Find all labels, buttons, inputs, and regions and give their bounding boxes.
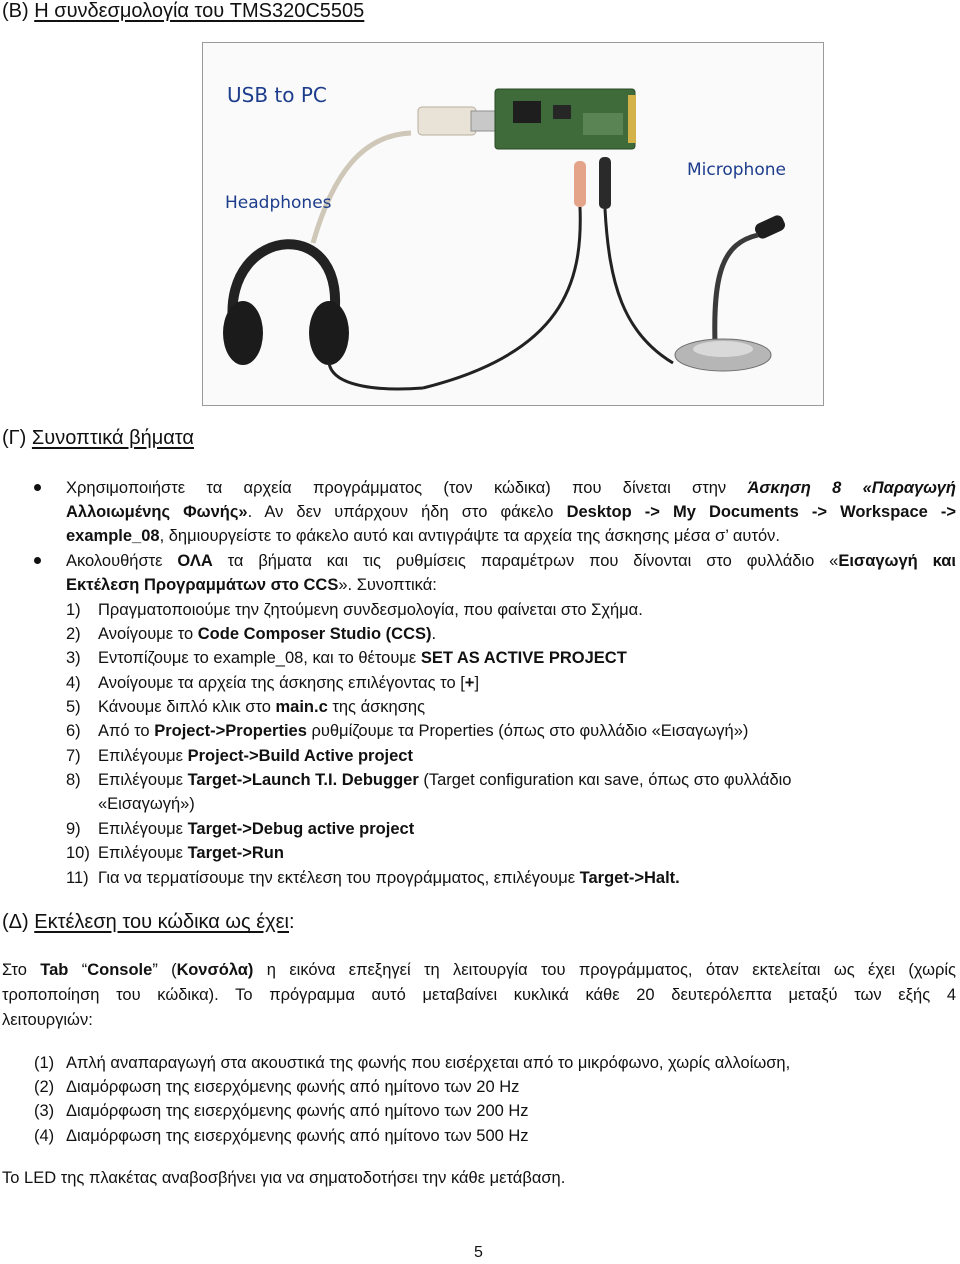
text-run: Project->Build Active project	[187, 747, 413, 765]
text-run: Εκτέλεση Προγραμμάτων στο CCS	[66, 576, 339, 594]
mode-number: (1)	[34, 1054, 55, 1072]
section-b-heading	[2, 0, 364, 23]
bullet-1-line-3	[66, 524, 956, 549]
headphones-label: Headphones	[225, 193, 332, 213]
text-run: Target->Run	[187, 844, 284, 862]
step-number: 9)	[66, 820, 81, 838]
section-c-heading	[2, 427, 194, 450]
step-number: 8)	[66, 771, 81, 789]
bullet-dot	[34, 484, 41, 491]
text-run: , δημιουργείστε το φάκελο αυτό και αντιγράψτε τα αρχεία της άσκησης μέσα σ’ αυτόν.	[159, 527, 780, 545]
usb-connector	[471, 111, 497, 131]
step-1	[66, 598, 643, 623]
step-8	[66, 768, 791, 793]
microphone-jack	[599, 157, 611, 209]
text-run: Target->Launch T.I. Debugger	[187, 771, 419, 789]
usb-plug	[418, 107, 476, 135]
mode-3	[34, 1099, 529, 1124]
step-4	[66, 671, 479, 696]
bullet-2-line-2	[66, 573, 956, 598]
mode-1	[34, 1051, 790, 1076]
text-run: Άσκηση 8 «Παραγωγή	[747, 479, 956, 497]
console-para-line-1	[2, 958, 956, 983]
text-run: Ακολουθήστε	[66, 552, 178, 570]
text-run: “	[68, 961, 88, 979]
bullet-1-line-1	[66, 476, 956, 501]
text-run: Από το	[98, 722, 155, 740]
section-d-suffix: :	[289, 911, 295, 933]
text-run: Διαμόρφωση της εισερχόμενης φωνής από ημίτονο των 200 Hz	[66, 1102, 529, 1120]
page-number: 5	[474, 1244, 483, 1261]
step-3	[66, 646, 627, 671]
step-5	[66, 695, 425, 720]
text-run: ]	[474, 674, 480, 692]
step-number: 2)	[66, 625, 81, 643]
section-b-prefix: (Β)	[2, 0, 35, 22]
text-run: . Αν δεν υπάρχουν ήδη στο φάκελο	[247, 503, 567, 521]
step-number: 1)	[66, 601, 81, 619]
section-c-prefix: (Γ)	[2, 427, 32, 449]
headphone-cable	[423, 207, 580, 388]
text-run: Στο	[2, 961, 41, 979]
led-note: Το LED της πλακέτας αναβοσβήνει για να σηματοδοτήσει την κάθε μετάβαση.	[2, 1169, 566, 1187]
text-run: Κονσόλα)	[176, 961, 254, 979]
mode-number: (3)	[34, 1102, 55, 1120]
text-run: Κάνουμε διπλό κλικ στο	[98, 698, 276, 716]
text-run: Ανοίγουμε το	[98, 625, 198, 643]
mode-number: (2)	[34, 1078, 55, 1096]
section-d-prefix: (Δ)	[2, 911, 35, 933]
text-run: Αλλοιωμένης Φωνής»	[66, 503, 248, 521]
step-2	[66, 622, 436, 647]
board-chip-small	[553, 105, 571, 119]
step-7	[66, 744, 413, 769]
section-c-title: Συνοπτικά βήματα	[31, 427, 194, 449]
console-para-line-3: λειτουργιών:	[2, 1011, 93, 1029]
step-11	[66, 866, 680, 891]
bullet-2-line-1	[66, 549, 956, 574]
text-run: Target->Debug active project	[187, 820, 415, 838]
microphone	[675, 213, 787, 371]
step-number: 3)	[66, 649, 81, 667]
text-run: (Target configuration και save, όπως στο φυλλάδιο	[418, 771, 792, 789]
text-run: example_08	[66, 527, 160, 545]
text-run: Επιλέγουμε	[98, 771, 188, 789]
text-run: ρυθμίζουμε τα Properties (όπως στο φυλλάδιο «Εισαγωγή»)	[306, 722, 749, 740]
text-run: Εισαγωγή και	[838, 552, 956, 570]
mode-number: (4)	[34, 1127, 55, 1145]
text-run: Απλή αναπαραγωγή στα ακουστικά της φωνής που εισέρχεται από το μικρόφωνο, χωρίς αλλοίωση,	[66, 1054, 791, 1072]
connection-figure	[202, 42, 824, 406]
text-run: Ανοίγουμε τα αρχεία της άσκησης επιλέγοντας το [	[98, 674, 465, 692]
section-d-title: Εκτέλεση του κώδικα ως έχει	[34, 911, 289, 933]
text-run: Διαμόρφωση της εισερχόμενης φωνής από ημίτονο των 500 Hz	[66, 1127, 529, 1145]
text-run: .	[431, 625, 437, 643]
usb-cable	[313, 133, 411, 243]
headphones	[223, 244, 423, 389]
text-run: Tab	[40, 961, 69, 979]
text-run: Πραγματοποιούμε την ζητούμενη συνδεσμολογία, που φαίνεται στο Σχήμα.	[98, 601, 643, 619]
bullet-dot	[34, 557, 41, 564]
step-number: 5)	[66, 698, 81, 716]
text-run: Code Composer Studio (CCS)	[197, 625, 432, 643]
step-number: 11)	[66, 869, 89, 887]
text-run: Επιλέγουμε	[98, 820, 188, 838]
step-number: 7)	[66, 747, 81, 765]
text-run: Target->Halt.	[579, 869, 680, 887]
board-edge-connector	[628, 95, 636, 143]
step-number: 6)	[66, 722, 81, 740]
step-9	[66, 817, 414, 842]
text-run: Για να τερματίσουμε την εκτέλεση του προγράμματος, επιλέγουμε	[98, 869, 580, 887]
text-run: Desktop -> My Documents -> Workspace ->	[566, 503, 957, 521]
text-run: Εντοπίζουμε το example_08, και το θέτουμε	[98, 649, 421, 667]
step-number: 4)	[66, 674, 81, 692]
text-run: «Εισαγωγή»)	[98, 795, 195, 813]
mode-4	[34, 1124, 529, 1149]
step-6	[66, 719, 748, 744]
headphone-jack	[574, 161, 586, 207]
bullet-1-line-2	[66, 500, 956, 525]
usb-label: USB to PC	[227, 83, 327, 107]
console-para-line-2: τροποποίηση του κώδικα). Το πρόγραμμα αυτό μεταβαίνει κυκλικά κάθε 20 δευτερόλεπτα μεταξύ των εξής 4	[2, 986, 956, 1004]
step-10	[66, 841, 284, 866]
mode-2	[34, 1075, 519, 1100]
text-run: Επιλέγουμε	[98, 844, 188, 862]
section-b-title: Η συνδεσμολογία του TMS320C5505	[34, 0, 365, 22]
text-run: τα βήματα και τις ρυθμίσεις παραμέτρων που δίνονται στο φυλλάδιο «	[212, 552, 839, 570]
board-chip	[513, 101, 541, 123]
text-run: Console	[87, 961, 153, 979]
text-run: ΟΛΑ	[177, 552, 213, 570]
board-area	[583, 113, 623, 135]
text-run: Project->Properties	[154, 722, 307, 740]
step-8-continuation	[66, 792, 195, 817]
step-number: 10)	[66, 844, 90, 862]
text-run: Επιλέγουμε	[98, 747, 188, 765]
text-run: της άσκησης	[327, 698, 426, 716]
text-run: ” (	[152, 961, 177, 979]
microphone-label: Microphone	[687, 160, 786, 180]
text-run: Διαμόρφωση της εισερχόμενης φωνής από ημίτονο των 20 Hz	[66, 1078, 520, 1096]
text-run: main.c	[275, 698, 328, 716]
text-run: ». Συνοπτικά:	[338, 576, 437, 594]
text-run: +	[464, 674, 475, 692]
section-d-heading	[2, 911, 295, 934]
text-run: Χρησιμοποιήστε τα αρχεία προγράμματος (τον κώδικα) που δίνεται στην	[66, 479, 748, 497]
text-run: SET AS ACTIVE PROJECT	[420, 649, 627, 667]
microphone-cable	[605, 209, 673, 363]
text-run: η εικόνα επεξηγεί τη λειτουργία του προγράμματος, όταν εκτελείται ως έχει (χωρίς	[253, 961, 956, 979]
